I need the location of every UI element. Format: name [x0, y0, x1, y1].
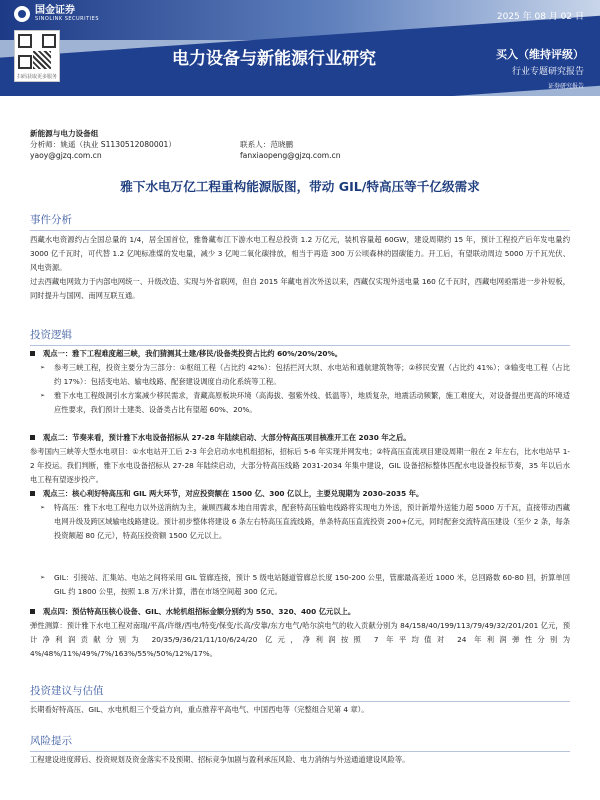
report-type: 行业专题研究报告 [511, 67, 584, 77]
analyst-email[interactable]: yaoy@gjzq.com.cn [30, 151, 102, 160]
report-headline: 雅下水电万亿工程重构能源版图，带动 GIL/特高压等千亿级需求 [120, 179, 480, 194]
contact-email[interactable]: fanxiaopeng@gjzq.com.cn [240, 151, 341, 160]
square-bullet-icon [30, 351, 35, 356]
analyst-name: 分析师：姚遥（执业 S1130512080001） [30, 140, 176, 149]
arrow-bullet-icon: ➢ [40, 574, 46, 581]
point-1: 观点一：雅下工程难度超三峡，我们猜测其土建/移民/设备类投资占比约 60%/20%/20%。 [30, 347, 570, 361]
point-4: 观点四：预估特高压核心设备、GIL、水轮机组招标金额分别约为 550、320、400 亿元以上。 [30, 605, 570, 619]
section-title-risk: 风险提示 [30, 733, 570, 752]
section-title-event: 事件分析 [30, 212, 570, 231]
point-4-text: 弹性测算：预计雅下水电工程对南瑞/平高/许继/西电/特变/保变/长高/安靠/东方电气/哈尔滨电气的收入贡献分别为 84/158/40/199/113/79/49/32/201/201 亿元，预计净利润贡献分别为 20/35/9/36/21/11/10/6/24/20 亿元，净利润按照 7 年平均值对 24 年利润弹性分别为 4%/48%/11%/49%/7%/163%/55%/50%/12%/17%。 [30, 621, 570, 658]
square-bullet-icon [30, 609, 35, 614]
risk-text: 工程建设进度滞后、投资规划及资金落实不及预期、招标竞争加剧与盈利承压风险、电力消纳与外送通道建设风险等。 [30, 755, 410, 764]
point-3-sub-1: ➢ 特高压：雅下水电工程电力以外送消纳为主，兼顾西藏本地自用需求，配套特高压输电线路将实现电力外送，预计新增外送能力超 5000 万千瓦，直接带动西藏电网升级及跨区域输电线路建设。预计初步整体将建设 6 条左右特高压直流线路，单条特高压直流投资 200+亿元，同时配套交流特高压建设（至少 2 条，每条投资额超 80 亿元），特高压投资额 1500 亿元以上。 [40, 503, 570, 540]
point-1-sub-1: ➢ 参考三峡工程，投资主要分为三部分：①枢纽工程（占比约 42%）：包括拦河大坝、水电站和通航建筑物等；②移民安置（占比约 41%）；③输变电工程（占比约 17%）：包括变电站、输电线路、配套建设调度自动化系统等工程。 [40, 363, 570, 386]
section-title-advice: 投资建议与估值 [30, 683, 570, 702]
qr-code [14, 30, 60, 82]
point-3: 观点三：核心利好特高压和 GIL 两大环节，对应投资额在 1500 亿、300 亿以上，主要兑现期为 2030-2035 年。 [30, 487, 570, 501]
report-subtype: 证券研究报告 [547, 83, 584, 90]
square-bullet-icon [30, 435, 35, 440]
advice-text: 长期看好特高压、GIL、水电机组三个受益方向，重点推荐平高电气、中国西电等（完整组合见第 4 章）。 [30, 705, 369, 714]
event-paragraph: 过去西藏电网致力于内部电网统一、升级改造、实现与外省联网，但自 2015 年藏电首次外送以来，西藏仅实现外送电量 160 亿千瓦时，西藏电网亟需进一步补短板，同时提升与国网、南网互联互通。 [30, 277, 570, 300]
square-bullet-icon [30, 491, 35, 496]
point-1-sub-2: ➢ 雅下水电工程级洞引水方案减少移民需求，青藏高原板块环境（高海拔、强紫外线、低温等），地质复杂，地震活动频繁，施工难度大，对设备提出更高的环境适应性要求，我们预计土建类、设备类占比有望超 60%、20%。 [40, 391, 570, 414]
brand-name-cn: 国金证券 [35, 5, 75, 16]
point-2-text: 参考国内三峡等大型水电项目：①水电站开工后 2-3 年会启动水电机组招标，招标后 5-6 年实现并网发电；②特高压直流项目建设周期一般在 2 年左右，比水电站早 1-2 年投运。我们判断，雅下水电设备招标从 27-28 年陆续启动，大部分特高压线路 2031-2034 年集中建设，GIL 设备招标整体匹配水电设备投标节奏，35 年以后水电工程有望逐步投产。 [30, 447, 570, 484]
arrow-bullet-icon: ➢ [40, 364, 46, 371]
brand-logo [14, 6, 99, 22]
research-group: 新能源与电力设备组 [30, 129, 99, 138]
point-3-sub-2: ➢ GIL：引接站、汇集站、电站之间将采用 GIL 管廊连接，预计 5 级电站隧道管廊总长度 150-200 公里，管廊最高差近 1000 米，总回路数 60-80 回，折算单回 GIL 约 1800 公里，按照 1.8 万/米计算，潜在市场空间超 300 亿元。 [40, 573, 570, 596]
qr-caption: 扫码获取更多服务 [16, 74, 57, 80]
report-date: 2025 年 08 月 02 日 [496, 12, 584, 22]
arrow-bullet-icon: ➢ [40, 504, 46, 511]
event-body [30, 233, 570, 303]
point-2: 观点二：节奏来看，预计雅下水电设备招标从 27-28 年陆续启动、大部分特高压项目核准开工在 2030 年之后。 [30, 431, 570, 445]
event-paragraph: 西藏水电资源约占全国总量的 1/4，居全国首位，雅鲁藏布江下游水电工程总投资 1.2 万亿元，装机容量超 60GW，建设周期约 15 年，预计工程投产后年发电量约 3000 亿千瓦时，可代替 1.2 亿吨标准煤的发电量，减少 3 亿吨二氧化碳排放，相当于再造 300 万公顷森林的固碳能力。开工后，有望联动周边 5000 万千瓦光伏、风电资源。 [30, 235, 570, 272]
brand-logo-icon [14, 6, 30, 22]
brand-name-en: SINOLINK SECURITIES [35, 16, 99, 22]
author-block [30, 128, 570, 161]
section-title-logic: 投资逻辑 [30, 327, 570, 346]
header-banner [0, 0, 600, 96]
report-title: 电力设备与新能源行业研究 [172, 49, 376, 69]
rating-badge: 买入（维持评级） [496, 48, 584, 61]
arrow-bullet-icon: ➢ [40, 392, 46, 399]
contact-name: 联系人：范晓鹏 [240, 140, 294, 149]
